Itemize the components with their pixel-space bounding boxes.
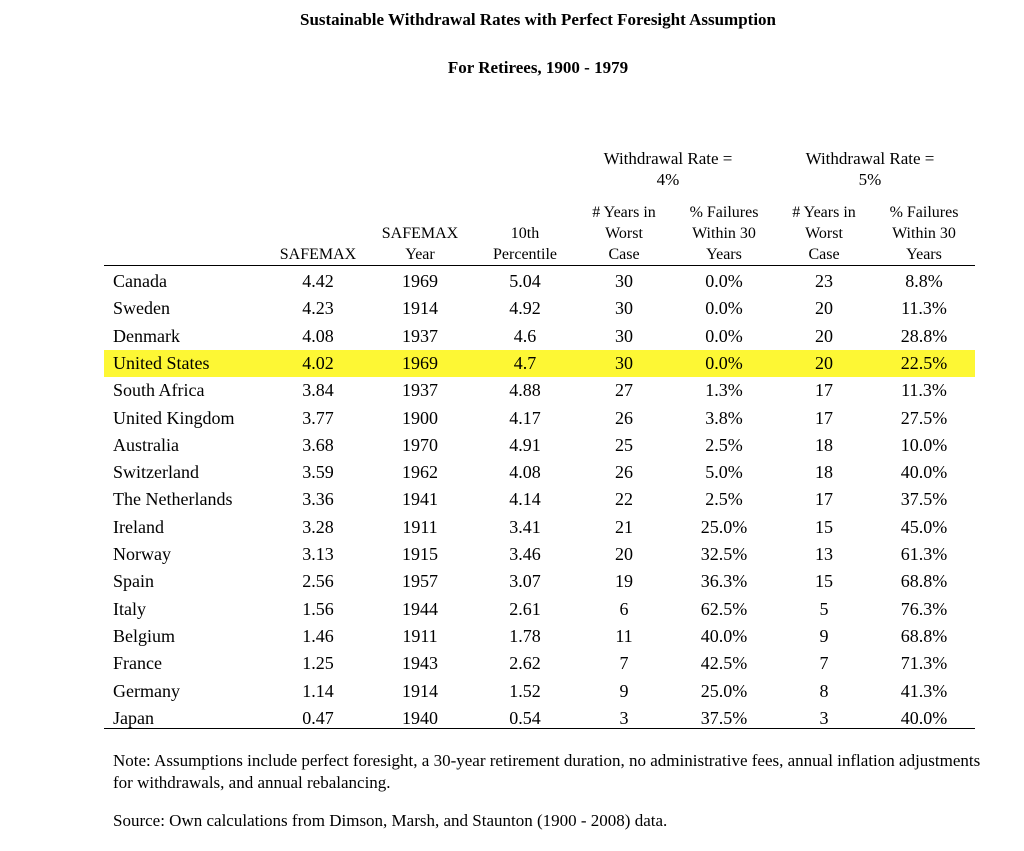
- col-header-failures-4-line2: Within 30: [692, 225, 756, 242]
- country-cell: United States: [113, 352, 210, 373]
- table-subtitle: For Retirees, 1900 - 1979: [447, 58, 629, 77]
- yw5-cell: 15: [815, 571, 833, 592]
- f4-cell: 40.0%: [700, 625, 748, 646]
- yw5-cell: 20: [815, 352, 833, 373]
- col-header-years-worst-4-line1: # Years in: [592, 204, 656, 221]
- f4-cell: 3.8%: [705, 407, 743, 428]
- col-header-failures-4: [676, 202, 772, 265]
- safemax-cell: 3.84: [302, 380, 334, 401]
- f4-cell: 36.3%: [700, 571, 748, 592]
- safemax-cell: 3.59: [302, 462, 334, 483]
- f4-cell: 25.0%: [700, 680, 748, 701]
- f5-cell: 37.5%: [900, 489, 948, 510]
- f5-cell: 27.5%: [900, 407, 948, 428]
- country-cell: Italy: [113, 598, 146, 619]
- group-header-rate-4-line2: 4%: [656, 170, 680, 189]
- f4-cell: 62.5%: [700, 598, 748, 619]
- table-row: [104, 650, 975, 677]
- p10-cell: 3.07: [509, 571, 541, 592]
- group-header-rate-5-line1: Withdrawal Rate =: [805, 149, 935, 168]
- table-row: [104, 405, 975, 432]
- f4-cell: 2.5%: [705, 489, 743, 510]
- yw4-cell: 22: [615, 489, 633, 510]
- year-cell: 1957: [402, 571, 438, 592]
- col-header-years-worst-4-line3: Case: [608, 246, 640, 263]
- yw5-cell: 23: [815, 271, 833, 291]
- yw4-cell: 9: [619, 680, 629, 701]
- p10-cell: 4.91: [509, 434, 541, 455]
- table-row: [104, 568, 975, 595]
- table-row: [104, 268, 975, 295]
- p10-cell: 1.78: [509, 625, 541, 646]
- f4-cell: 1.3%: [705, 380, 743, 401]
- table-row: [104, 678, 975, 705]
- safemax-cell: 1.14: [302, 680, 334, 701]
- country-cell: Ireland: [113, 516, 164, 537]
- safemax-cell: 1.46: [302, 625, 334, 646]
- country-cell: Sweden: [113, 298, 170, 319]
- yw4-cell: 3: [619, 707, 629, 728]
- country-cell: Belgium: [113, 625, 175, 646]
- country-cell: The Netherlands: [113, 489, 233, 510]
- f4-cell: 37.5%: [700, 707, 748, 728]
- col-header-years-worst-5: [778, 202, 870, 265]
- group-header-rate-5-line2: 5%: [858, 170, 882, 189]
- p10-cell: 2.62: [509, 653, 541, 674]
- col-header-failures-5-line3: Years: [906, 246, 942, 263]
- yw4-cell: 11: [615, 625, 633, 646]
- yw4-cell: 30: [615, 271, 633, 291]
- year-cell: 1937: [402, 325, 438, 346]
- table-row: [104, 295, 975, 322]
- f5-cell: 68.8%: [900, 625, 948, 646]
- col-header-years-worst-5-line1: # Years in: [792, 204, 856, 221]
- f4-cell: 0.0%: [705, 298, 743, 319]
- year-cell: 1937: [402, 380, 438, 401]
- f4-cell: 42.5%: [700, 653, 748, 674]
- safemax-cell: 1.56: [302, 598, 334, 619]
- f4-cell: 0.0%: [705, 352, 743, 373]
- f5-cell: 22.5%: [900, 352, 948, 373]
- year-cell: 1969: [402, 271, 438, 291]
- table-row: [104, 432, 975, 459]
- col-header-years-worst-4-line2: Worst: [605, 225, 643, 242]
- safemax-cell: 4.08: [302, 325, 334, 346]
- f5-cell: 45.0%: [900, 516, 948, 537]
- table-row: [104, 541, 975, 568]
- p10-cell: 3.41: [509, 516, 541, 537]
- table-title: Sustainable Withdrawal Rates with Perfect Foresight Assumption: [299, 10, 777, 29]
- yw4-cell: 21: [615, 516, 633, 537]
- safemax-cell: 3.68: [302, 434, 334, 455]
- table-row: [104, 377, 975, 404]
- col-header-failures-4-line1: % Failures: [689, 204, 759, 221]
- col-header-failures-4-line3: Years: [706, 246, 742, 263]
- yw5-cell: 17: [815, 380, 833, 401]
- col-header-10th-percentile-line1: 10th: [510, 225, 540, 242]
- yw5-cell: 20: [815, 298, 833, 319]
- header-divider: [104, 265, 975, 266]
- safemax-cell: 0.47: [302, 707, 334, 728]
- yw4-cell: 30: [615, 325, 633, 346]
- year-cell: 1969: [402, 352, 438, 373]
- year-cell: 1962: [402, 462, 438, 483]
- col-header-10th-percentile-line2: Percentile: [493, 246, 557, 263]
- safemax-cell: 1.25: [302, 653, 334, 674]
- col-header-years-worst-5-line3: Case: [808, 246, 840, 263]
- table-row: [104, 596, 975, 623]
- yw4-cell: 27: [615, 380, 633, 401]
- yw5-cell: 17: [815, 407, 833, 428]
- table-row: [104, 350, 975, 377]
- table-row: [104, 459, 975, 486]
- group-header-rate-4-line1: Withdrawal Rate =: [603, 149, 733, 168]
- year-cell: 1914: [402, 298, 438, 319]
- yw4-cell: 26: [615, 462, 633, 483]
- group-header-rate-5: [790, 148, 950, 190]
- f5-cell: 11.3%: [901, 380, 947, 401]
- col-header-failures-5-line2: Within 30: [892, 225, 956, 242]
- p10-cell: 4.88: [509, 380, 541, 401]
- p10-cell: 0.54: [509, 707, 541, 728]
- country-cell: Canada: [113, 271, 167, 291]
- year-cell: 1914: [402, 680, 438, 701]
- col-header-safemax-year-line1: SAFEMAX: [381, 225, 459, 242]
- year-cell: 1911: [402, 516, 438, 537]
- yw4-cell: 25: [615, 434, 633, 455]
- year-cell: 1944: [402, 598, 438, 619]
- year-cell: 1911: [402, 625, 438, 646]
- col-header-10th-percentile: [475, 223, 575, 265]
- yw4-cell: 6: [619, 598, 629, 619]
- year-cell: 1941: [402, 489, 438, 510]
- year-cell: 1940: [402, 707, 438, 728]
- yw4-cell: 30: [615, 298, 633, 319]
- f4-cell: 25.0%: [700, 516, 748, 537]
- p10-cell: 5.04: [509, 271, 541, 291]
- safemax-cell: 3.77: [302, 407, 334, 428]
- f5-cell: 71.3%: [900, 653, 948, 674]
- yw5-cell: 3: [819, 707, 829, 728]
- f5-cell: 11.3%: [901, 298, 947, 319]
- country-cell: United Kingdom: [113, 407, 235, 428]
- table-note: Note: Assumptions include perfect foresight, a 30-year retirement duration, no administrative fees, annual inflation adjustments for withdrawals, and annual rebalancing.: [113, 751, 981, 792]
- f4-cell: 32.5%: [700, 544, 748, 564]
- f4-cell: 2.5%: [705, 434, 743, 455]
- yw5-cell: 7: [819, 653, 829, 674]
- p10-cell: 2.61: [509, 598, 541, 619]
- country-cell: South Africa: [113, 380, 205, 401]
- yw4-cell: 7: [619, 653, 629, 674]
- col-header-failures-5-line1: % Failures: [889, 204, 959, 221]
- f5-cell: 41.3%: [900, 680, 948, 701]
- table-source: Source: Own calculations from Dimson, Marsh, and Staunton (1900 - 2008) data.: [113, 811, 668, 830]
- col-header-safemax: [268, 244, 368, 265]
- yw5-cell: 18: [815, 462, 833, 483]
- yw5-cell: 13: [815, 544, 833, 564]
- safemax-cell: 3.28: [302, 516, 334, 537]
- p10-cell: 4.14: [509, 489, 541, 510]
- group-header-rate-4: [588, 148, 748, 190]
- year-cell: 1900: [402, 407, 438, 428]
- safemax-cell: 4.42: [302, 271, 334, 291]
- p10-cell: 4.6: [513, 325, 537, 346]
- p10-cell: 4.17: [509, 407, 541, 428]
- f4-cell: 5.0%: [705, 462, 743, 483]
- col-header-years-worst-5-line2: Worst: [805, 225, 843, 242]
- year-cell: 1915: [402, 544, 438, 564]
- country-cell: Spain: [113, 571, 155, 592]
- f4-cell: 0.0%: [705, 271, 743, 291]
- country-cell: Japan: [113, 707, 154, 728]
- f5-cell: 40.0%: [900, 707, 948, 728]
- table-row: [104, 323, 975, 350]
- yw4-cell: 20: [615, 544, 633, 564]
- country-cell: Denmark: [113, 325, 180, 346]
- country-cell: Norway: [113, 544, 171, 564]
- f5-cell: 40.0%: [900, 462, 948, 483]
- p10-cell: 1.52: [509, 680, 541, 701]
- yw5-cell: 20: [815, 325, 833, 346]
- safemax-cell: 4.02: [302, 352, 334, 373]
- table-row: [104, 623, 975, 650]
- table-row: [104, 514, 975, 541]
- yw4-cell: 30: [615, 352, 633, 373]
- country-cell: France: [113, 653, 162, 674]
- f5-cell: 28.8%: [900, 325, 948, 346]
- yw5-cell: 18: [815, 434, 833, 455]
- p10-cell: 3.46: [509, 544, 541, 564]
- country-cell: Australia: [113, 434, 179, 455]
- safemax-cell: 4.23: [302, 298, 334, 319]
- p10-cell: 4.08: [509, 462, 541, 483]
- year-cell: 1943: [402, 653, 438, 674]
- table-row: [104, 486, 975, 513]
- f5-cell: 68.8%: [900, 571, 948, 592]
- yw5-cell: 15: [815, 516, 833, 537]
- yw5-cell: 8: [819, 680, 829, 701]
- yw4-cell: 19: [615, 571, 633, 592]
- safemax-cell: 3.36: [302, 489, 334, 510]
- f5-cell: 10.0%: [900, 434, 948, 455]
- safemax-cell: 3.13: [302, 544, 334, 564]
- country-cell: Switzerland: [113, 462, 199, 483]
- year-cell: 1970: [402, 434, 438, 455]
- col-header-years-worst-4: [578, 202, 670, 265]
- col-header-safemax-year: [370, 223, 470, 265]
- safemax-cell: 2.56: [302, 571, 334, 592]
- f5-cell: 61.3%: [900, 544, 948, 564]
- yw5-cell: 17: [815, 489, 833, 510]
- col-header-failures-5: [876, 202, 972, 265]
- yw5-cell: 5: [819, 598, 829, 619]
- f4-cell: 0.0%: [705, 325, 743, 346]
- p10-cell: 4.7: [513, 352, 537, 373]
- country-cell: Germany: [113, 680, 180, 701]
- f5-cell: 8.8%: [905, 271, 943, 291]
- table-bottom-divider: [104, 728, 975, 729]
- yw5-cell: 9: [819, 625, 829, 646]
- p10-cell: 4.92: [509, 298, 541, 319]
- f5-cell: 76.3%: [900, 598, 948, 619]
- col-header-safemax-line1: SAFEMAX: [279, 246, 357, 263]
- col-header-safemax-year-line2: Year: [405, 246, 435, 263]
- yw4-cell: 26: [615, 407, 633, 428]
